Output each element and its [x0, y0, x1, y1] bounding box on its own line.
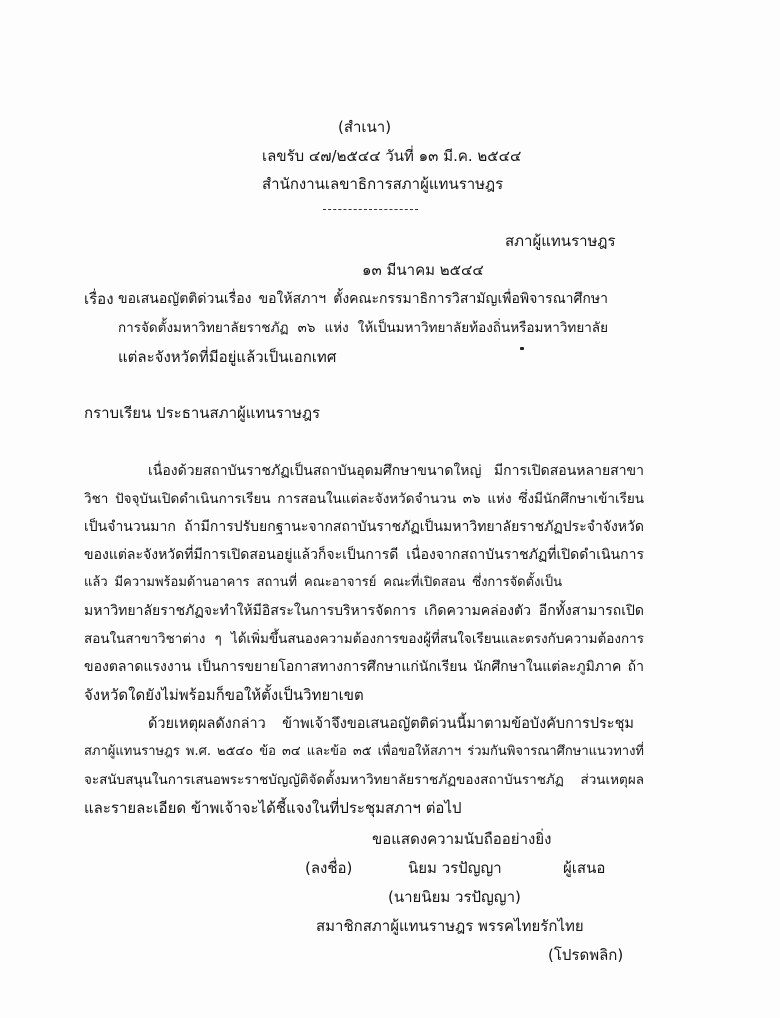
subject-line-2: การจัดตั้งมหาวิทยาลัยราชภัฏ ๓๖ แห่ง ให้เป็นมหาวิทยาลัยท้องถิ่นหรือมหาวิทยาลัย — [118, 320, 608, 336]
copy-label: (สำเนา) — [338, 118, 392, 136]
addressee-org: สภาผู้แทนราษฎร — [505, 232, 616, 250]
body-line: มหาวิทยาลัยราชภัฏจะทำให้มีอิสระในการบริหารจัดการ เกิดความคล่องตัว อีกทั้งสามารถเปิด — [84, 603, 644, 619]
body-line: สอนในสาขาวิชาต่าง ๆ ได้เพิ่มขึ้นสนองความต้องการของผู้ที่สนใจเรียนและตรงกับความต้องการ — [84, 631, 644, 647]
receipt-line: เลขรับ ๔๗/๒๕๔๔ วันที่ ๑๓ มี.ค. ๒๕๔๔ — [262, 147, 522, 165]
signature-label: (ลงชื่อ) — [305, 859, 353, 877]
signer-role: ผู้เสนอ — [563, 859, 606, 877]
body-line: วิชา ปัจจุบันเปิดดำเนินการเรียน การสอนในแต่ละจังหวัดจำนวน ๓๖ แห่ง ซึ่งมีนักศึกษาเข้าเรียน — [84, 491, 644, 507]
scan-speck — [520, 347, 524, 350]
subject-label: เรื่อง — [84, 290, 114, 308]
closing-phrase: ขอแสดงความนับถืออย่างยิ่ง — [372, 830, 552, 848]
body-line: จังหวัดใดยังไม่พร้อมก็ขอให้ตั้งเป็นวิทยาเขต — [84, 686, 364, 704]
separator-line — [323, 209, 418, 210]
subject-line-3: แต่ละจังหวัดที่มีอยู่แล้วเป็นเอกเทศ — [118, 348, 337, 366]
subject-line-1: ขอเสนอญัตติด่วนเรื่อง ขอให้สภาฯ ตั้งคณะกรรมาธิการวิสามัญเพื่อพิจารณาศึกษา — [118, 291, 608, 307]
body-line: จะสนับสนุนในการเสนอพระราชบัญญัติจัดตั้งมหาวิทยาลัยราชภัฏของสถาบันราชภัฏ ส่วนเหตุผล — [84, 772, 644, 788]
body-line: สภาผู้แทนราษฎร พ.ศ. ๒๕๔๐ ข้อ ๓๔ และข้อ ๓๕ เพื่อขอให้สภาฯ ร่วมกันพิจารณาศึกษาแนวทางที่ — [84, 744, 644, 759]
body-line: แล้ว มีความพร้อมด้านอาคาร สถานที่ คณะอาจารย์ คณะที่เปิดสอน ซึ่งการจัดตั้งเป็น — [84, 575, 562, 590]
body-line: ของตลาดแรงงาน เป็นการขยายโอกาสทางการศึกษาแก่นักเรียน นักศึกษาในแต่ละภูมิภาค ถ้า — [84, 659, 644, 675]
body-line: เนื่องด้วยสถาบันราชภัฏเป็นสถาบันอุดมศึกษาขนาดใหญ่ มีการเปิดสอนหลายสาขา — [148, 463, 644, 479]
letter-date: ๑๓ มีนาคม ๒๕๔๔ — [362, 261, 484, 279]
office-name: สำนักงานเลขาธิการสภาผู้แทนราษฎร — [262, 175, 504, 193]
body-line: ของแต่ละจังหวัดที่มีการเปิดสอนอยู่แล้วก็จะเป็นการดี เนื่องจากสถาบันราชภัฏที่เปิดดำเนินการ — [84, 547, 644, 563]
salutation: กราบเรียน ประธานสภาผู้แทนราษฎร — [84, 404, 321, 422]
signer-full-name: (นายนิยม วรปัญญา) — [388, 888, 521, 906]
body-line: เป็นจำนวนมาก ถ้ามีการปรับยกฐานะจากสถาบันราชภัฏเป็นมหาวิทยาลัยราชภัฏประจำจังหวัด — [84, 519, 644, 535]
signer-name: นิยม วรปัญญา — [408, 859, 502, 877]
body-line: ด้วยเหตุผลดังกล่าว ข้าพเจ้าจึงขอเสนอญัตติด่วนนี้มาตามข้อบังคับการประชุม — [148, 716, 634, 732]
body-line: และรายละเอียด ข้าพเจ้าจะได้ชี้แจงในที่ประชุมสภาฯ ต่อไป — [84, 799, 462, 817]
turn-page-note: (โปรดพลิก) — [548, 946, 624, 964]
signer-position: สมาชิกสภาผู้แทนราษฎร พรรคไทยรักไทย — [316, 917, 584, 935]
